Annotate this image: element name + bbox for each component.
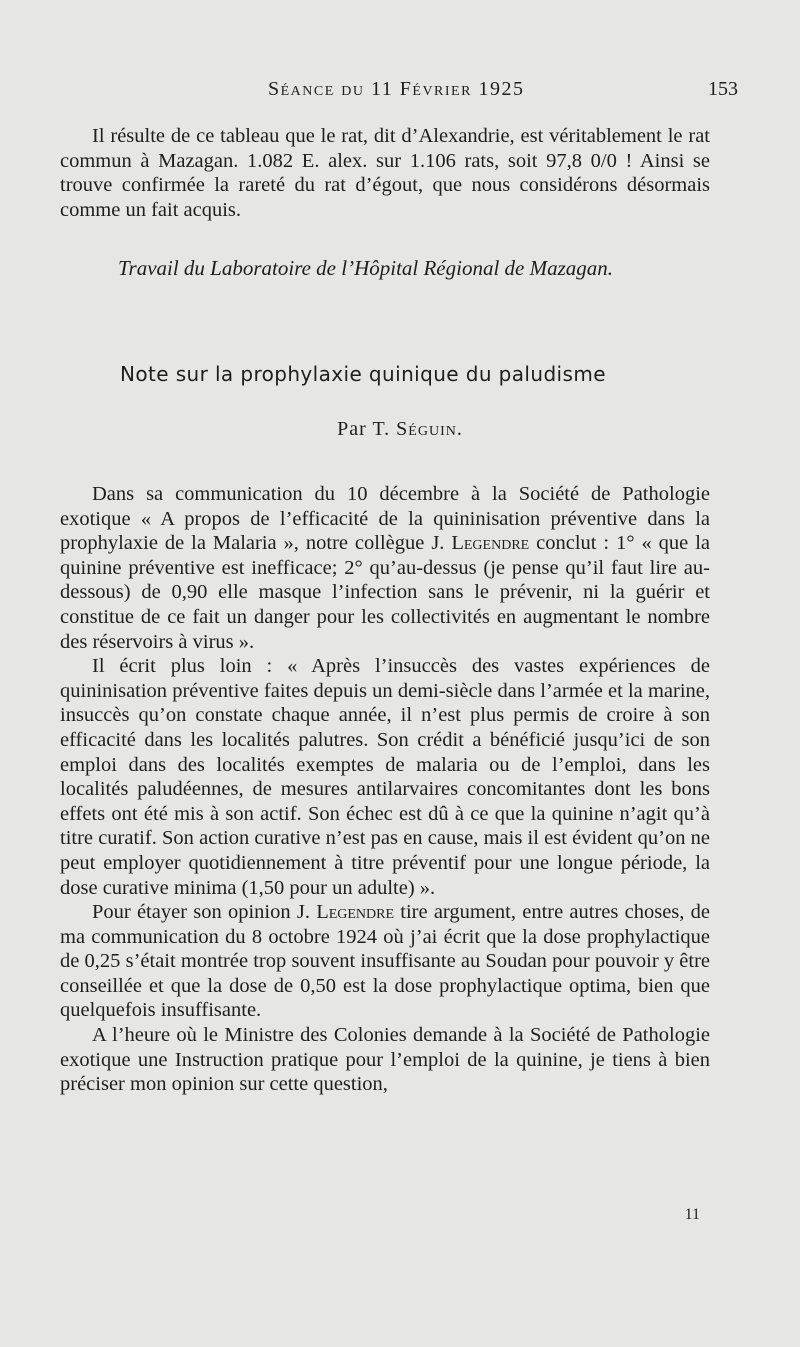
intro-paragraph: Il résulte de ce tableau que le rat, dit d’Alexandrie, est véritablement le rat commun à Mazagan. 1.082 E. alex. sur 1.106 rats, soit 97,8 0/0 ! Ainsi se trouve confirmée la rareté du rat d’égout, que nous considérons désormais comme un fait acquis. bbox=[60, 125, 710, 221]
signature-mark: 11 bbox=[684, 1206, 700, 1223]
body-paragraph: Dans sa communication du 10 décembre à la Société de Pathologie exotique « A propos de l’efficacité de la quininisation préventive dans la prophylaxie de la Malaria », notre collègue J. Legendre conclut : 1° « que la quinine préventive est inefficace; 2° qu’au-dessus (je pense qu’il faut lire au-dessous) de 0,90 elle masque l’infection sans le prévenir, ni la guérir et constitue de ce fait un danger pour les collectivités en augmentant le nombre des réservoirs à virus ». bbox=[60, 483, 710, 653]
author-name: Séguin. bbox=[396, 418, 463, 440]
byline-prefix: Par T. bbox=[337, 418, 391, 440]
page-number: 153 bbox=[708, 78, 738, 100]
author-reference: Legendre bbox=[316, 901, 395, 924]
body-paragraph: Pour étayer son opinion J. Legendre tire argument, entre autres choses, de ma communication du 8 octobre 1924 où j’ai écrit que la dose prophylactique de 0,25 s’était montrée trop souvent insuffisante au Soudan pour pouvoir y être conseillée et que la dose de 0,50 est la dose prophylactique optima, bien que quelquefois insuffisante. bbox=[60, 901, 710, 1022]
body-text bbox=[60, 482, 710, 1097]
laboratory-credit: Travail du Laboratoire de l’Hôpital Régional de Mazagan. bbox=[118, 256, 614, 280]
article-title: Note sur la prophylaxie quinique du paludisme bbox=[120, 362, 606, 386]
byline bbox=[0, 418, 800, 441]
running-header bbox=[0, 78, 800, 108]
intro-block bbox=[60, 124, 710, 222]
author-reference: Legendre bbox=[451, 532, 530, 555]
body-paragraph: A l’heure où le Ministre des Colonies demande à la Société de Pathologie exotique une Instruction pratique pour l’emploi de la quinine, je tiens à bien préciser mon opinion sur cette question, bbox=[60, 1024, 710, 1096]
running-title: Séance du 11 Février 1925 bbox=[268, 78, 525, 100]
body-paragraph: Il écrit plus loin : « Après l’insuccès des vastes expériences de quininisation préventive faites depuis un demi-siècle dans l’armée et la marine, insuccès qu’on constate chaque année, il n’est plus permis de croire à son efficacité dans les localités palutres. Son crédit a bénéficié jusqu’ici de son emploi dans des localités exemptes de malaria ou de l’emploi, dans les localités paludéennes, de mesures antilarvaires concomitantes dont les bons effets ont été mis à son actif. Son échec est dû à ce que la quinine n’agit qu’à titre curatif. Son action curative n’est pas en cause, mais il est évident qu’on ne peut employer quotidiennement à titre préventif pour une longue période, la dose curative minima (1,50 pour un adulte) ». bbox=[60, 655, 710, 899]
